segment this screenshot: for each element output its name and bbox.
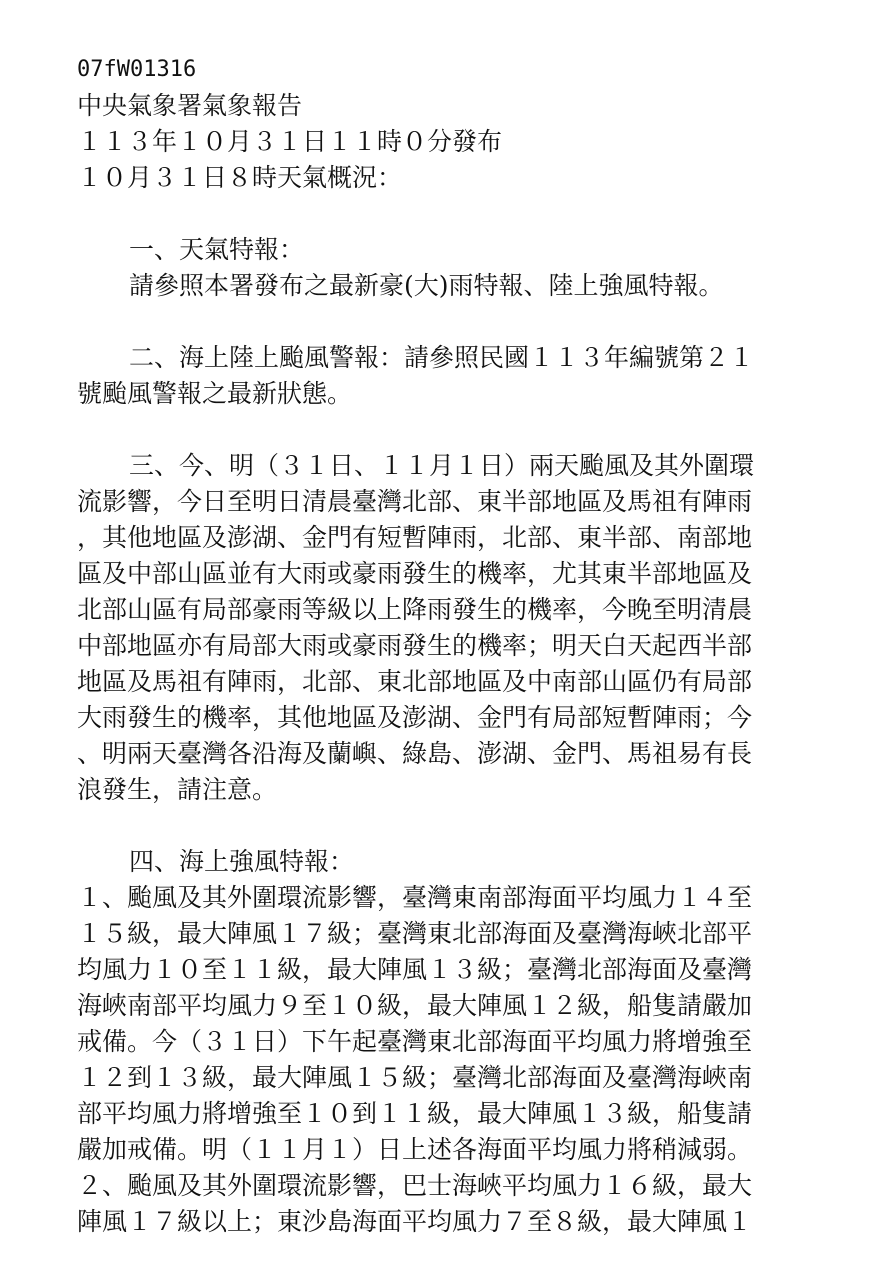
section4-line: ２、颱風及其外圍環流影響，巴士海峽平均風力１６級，最大 — [77, 1171, 753, 1200]
section4-line: 海峽南部平均風力９至１０級，最大陣風１２級，船隻請嚴加 — [77, 991, 753, 1020]
section4-line: １２到１３級，最大陣風１５級；臺灣北部海面及臺灣海峽南 — [77, 1063, 753, 1092]
section2-line: 號颱風警報之最新狀態。 — [77, 379, 353, 408]
section3-line: 北部山區有局部豪雨等級以上降雨發生的機率，今晚至明清晨 — [77, 595, 753, 624]
section3-line: 地區及馬祖有陣雨，北部、東北部地區及中南部山區仍有局部 — [77, 667, 753, 696]
section4-line: 均風力１０至１１級，最大陣風１３級；臺灣北部海面及臺灣 — [77, 955, 753, 984]
section3-line: ，其他地區及澎湖、金門有短暫陣雨，北部、東半部、南部地 — [77, 523, 753, 552]
spacer — [77, 196, 807, 232]
section3-line: 大雨發生的機率，其他地區及澎湖、金門有局部短暫陣雨；今 — [77, 703, 753, 732]
section3-line: 流影響，今日至明日清晨臺灣北部、東半部地區及馬祖有陣雨 — [77, 487, 753, 516]
section4-line: １５級，最大陣風１７級；臺灣東北部海面及臺灣海峽北部平 — [77, 919, 753, 948]
section1-line: 請參照本署發布之最新豪(大)雨特報、陸上強風特報。 — [129, 271, 724, 300]
section3-line: 中部地區亦有局部大雨或豪雨發生的機率；明天白天起西半部 — [77, 631, 753, 660]
section4-line: 嚴加戒備。明（１１月１）日上述各海面平均風力將稍減弱。 — [77, 1135, 753, 1164]
issue-time: １１３年１０月３１日１１時０分發布 — [77, 127, 503, 156]
section4-line: 部平均風力將增強至１０到１１級，最大陣風１３級，船隻請 — [77, 1099, 753, 1128]
overview-time: １０月３１日８時天氣概況： — [77, 163, 403, 192]
spacer — [77, 304, 807, 340]
spacer — [77, 412, 807, 448]
spacer — [77, 808, 807, 844]
section3-line: 浪發生，請注意。 — [77, 775, 278, 804]
section4-title: 四、海上強風特報： — [129, 847, 355, 876]
section3-line: 區及中部山區並有大雨或豪雨發生的機率，尤其東半部地區及 — [77, 559, 753, 588]
section4-line: １、颱風及其外圍環流影響，臺灣東南部海面平均風力１４至 — [77, 883, 753, 912]
section3-line: 三、今、明（３１日、１１月１日）兩天颱風及其外圍環 — [129, 451, 755, 480]
section4-line: 陣風１７級以上；東沙島海面平均風力７至８級，最大陣風１ — [77, 1207, 753, 1236]
report-document — [77, 52, 807, 1240]
section4-line: 戒備。今（３１日）下午起臺灣東北部海面平均風力將增強至 — [77, 1027, 753, 1056]
section3-line: 、明兩天臺灣各沿海及蘭嶼、綠島、澎湖、金門、馬祖易有長 — [77, 739, 753, 768]
section2-line: 二、海上陸上颱風警報：請參照民國１１３年編號第２１ — [129, 343, 755, 372]
section1-title: 一、天氣特報： — [129, 235, 305, 264]
doc-code: 07fW01316 — [77, 57, 197, 82]
agency-title: 中央氣象署氣象報告 — [77, 91, 303, 120]
